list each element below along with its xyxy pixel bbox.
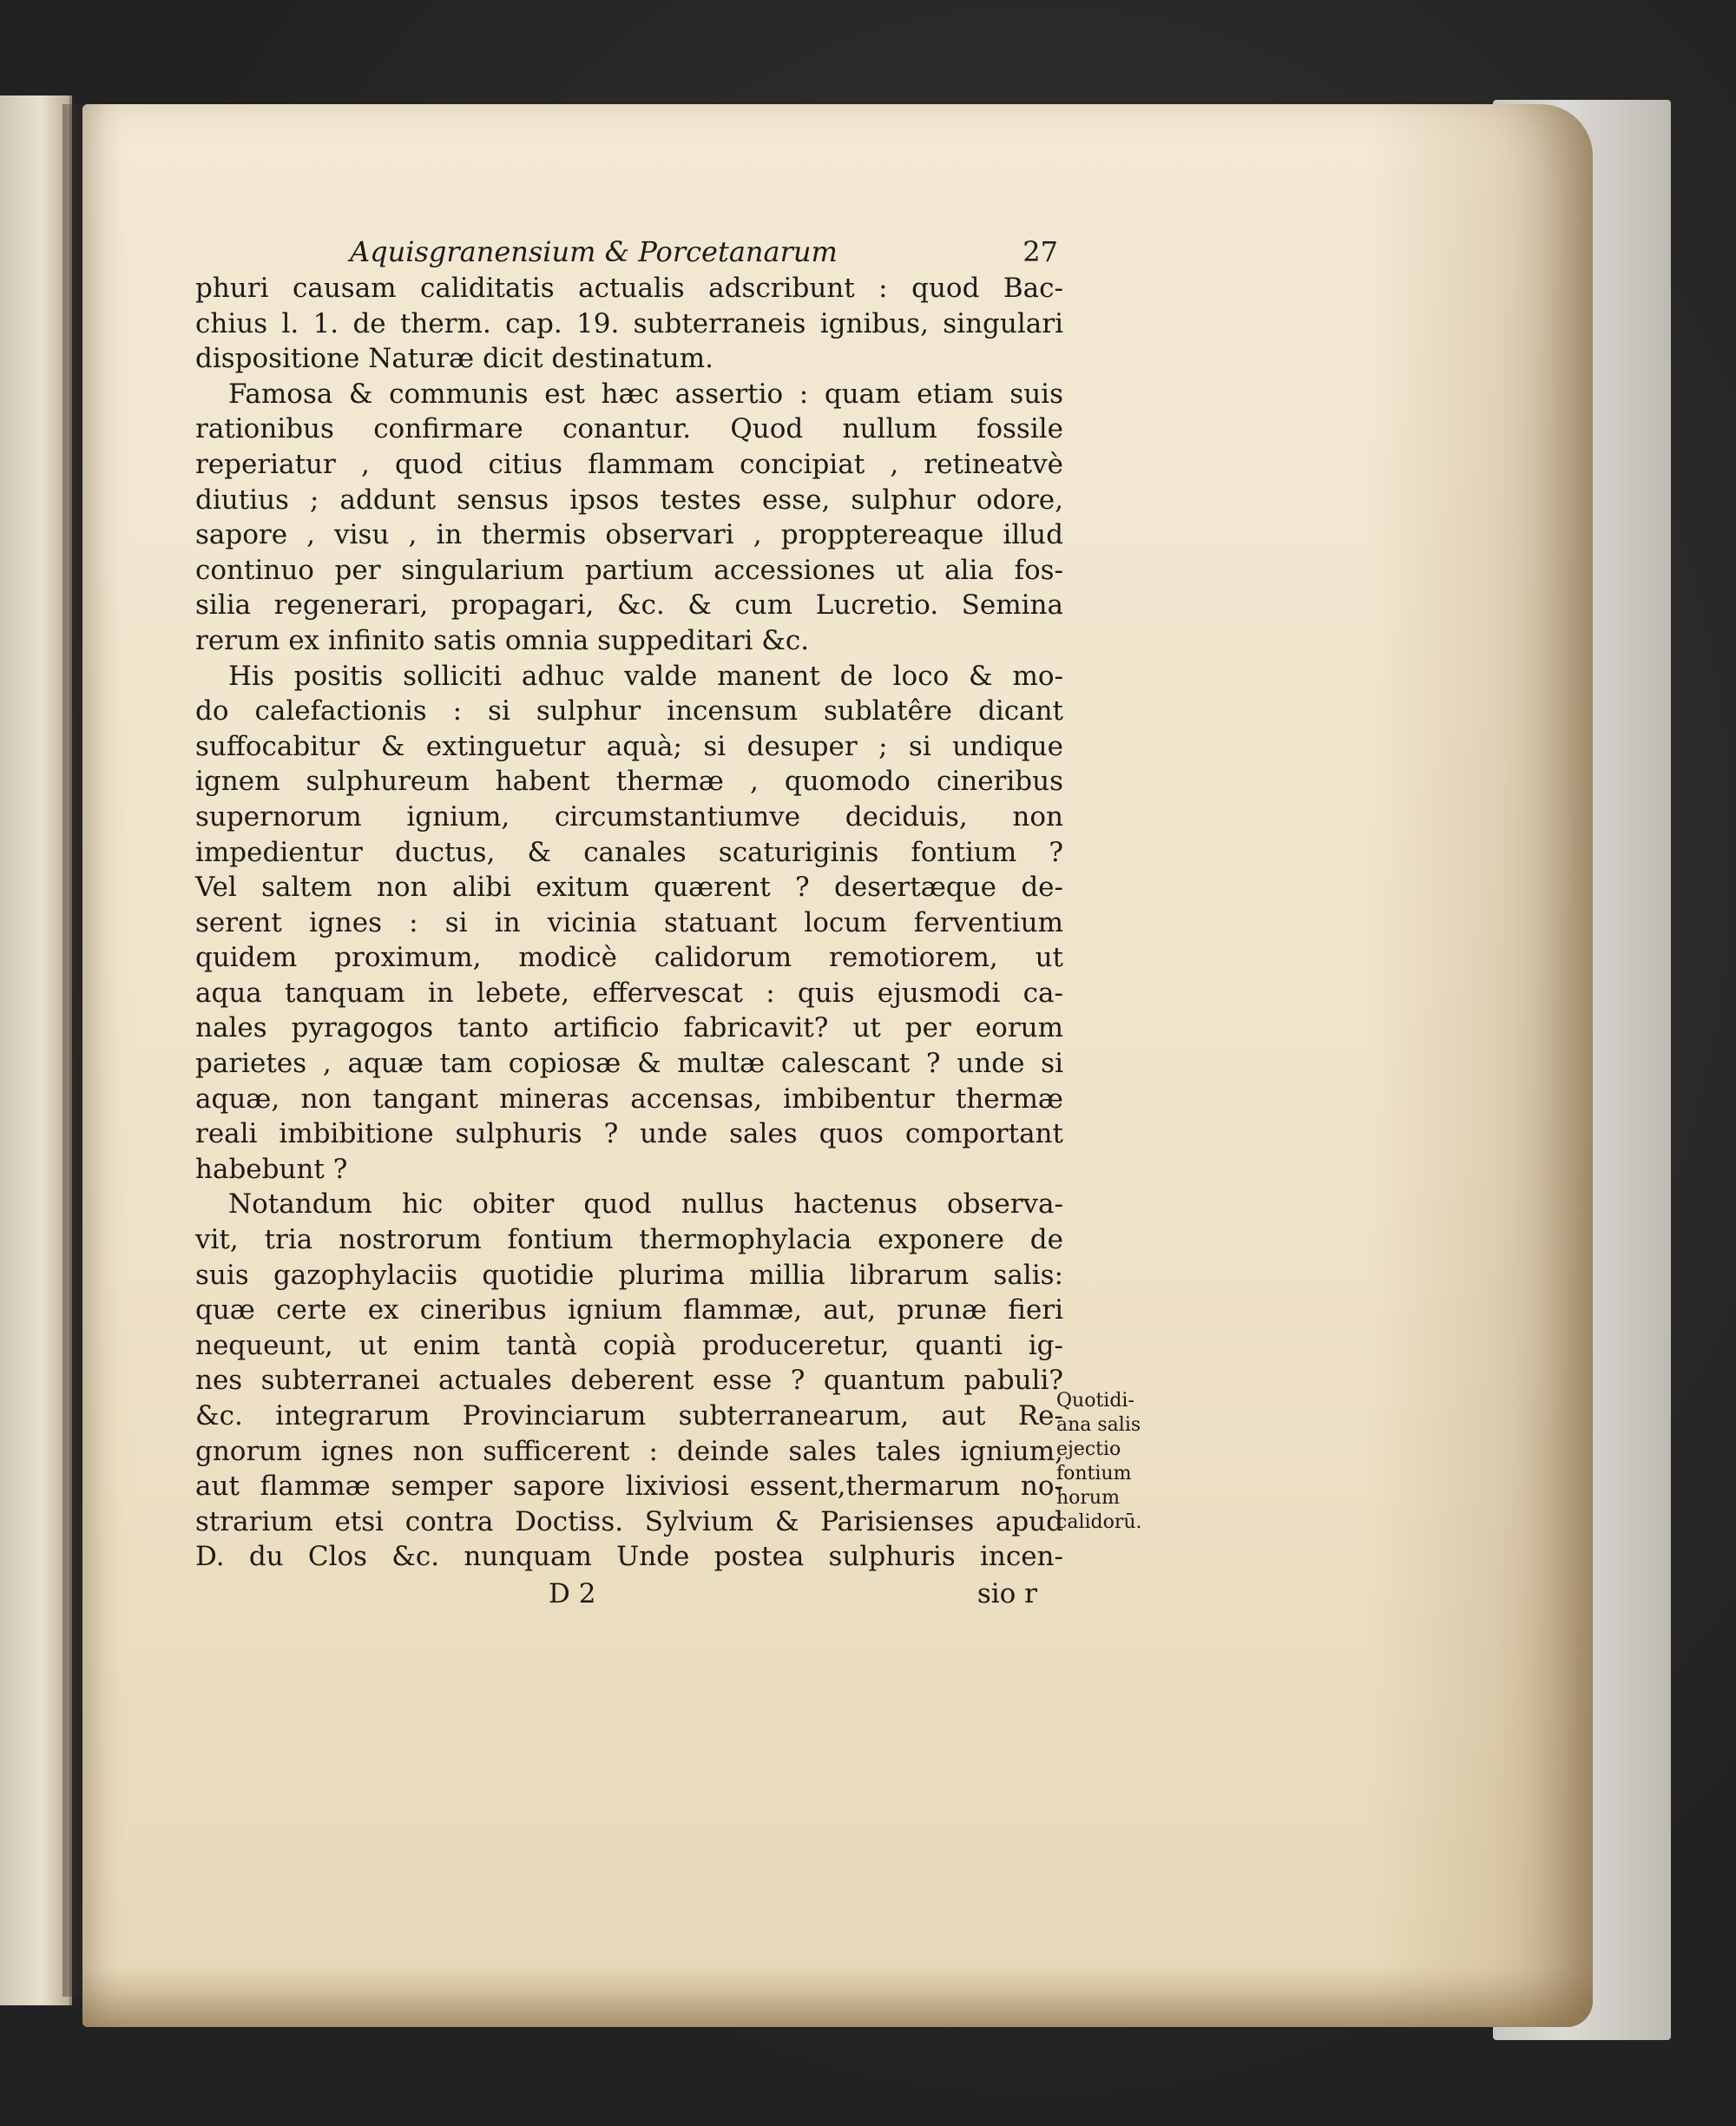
text-line: quidem proximum, modicè calidorum remotiorem, ut	[195, 942, 1063, 974]
text-block	[195, 234, 1063, 1615]
text-line: gnorum ignes non sufficerent : deinde sales tales ignium,	[195, 1435, 1063, 1467]
text-line: do calefactionis : si sulphur incensum sublatêre dicant	[195, 695, 1063, 727]
marginal-note-line: calidorū.	[1056, 1511, 1142, 1533]
text-line: diutius ; addunt sensus ipsos testes esse, sulphur odore,	[195, 484, 1063, 516]
text-line: rationibus confirmare conantur. Quod nullum fossile	[195, 413, 1063, 445]
text-line: phuri causam caliditatis actualis adscribunt : quod Bac-	[195, 273, 1063, 304]
page-bottom-wear	[82, 1966, 1593, 2027]
body-text	[195, 271, 1063, 1575]
text-line: strarium etsi contra Doctiss. Sylvium & Parisienses apud	[195, 1505, 1063, 1537]
text-line: &c. integrarum Provinciarum subterranearum, aut Re-	[195, 1400, 1063, 1432]
text-line: suffocabitur & extinguetur aquà; si desuper ; si undique	[195, 730, 1063, 762]
text-line: parietes , aquæ tam copiosæ & multæ calescant ? unde si	[195, 1048, 1063, 1080]
text-line: nequeunt, ut enim tantà copià produceretur, quanti ig-	[195, 1329, 1063, 1361]
marginal-note-line: fontium	[1056, 1463, 1132, 1484]
signature-mark: D 2	[549, 1577, 596, 1609]
text-line: supernorum ignium, circumstantiumve deciduis, non	[195, 800, 1063, 833]
text-line: aqua tanquam in lebete, effervescat : quis ejusmodi ca-	[195, 977, 1063, 1009]
text-line: Vel saltem non alibi exitum quærent ? desertæque de-	[195, 872, 1063, 904]
text-line: sapore , visu , in thermis observari , propptereaque illud	[195, 519, 1063, 551]
text-line: His positis solliciti adhuc valde manent de loco & mo-	[228, 660, 1063, 692]
marginal-note-line: horum	[1056, 1487, 1120, 1509]
page-footer	[195, 1576, 1063, 1615]
text-line: continuo per singularium partium accessiones ut alia fos-	[195, 554, 1063, 586]
facing-page-edge	[0, 95, 72, 2005]
catchword: sio r	[976, 1577, 1037, 1609]
marginal-note	[1056, 1389, 1178, 1535]
page-edge-shading	[1367, 104, 1593, 2027]
text-line: Famosa & communis est hæc assertio : quam etiam suis	[228, 378, 1063, 410]
text-line: nes subterranei actuales deberent esse ? quantum pabuli?	[195, 1365, 1063, 1397]
text-line: habebunt ?	[195, 1153, 348, 1185]
text-line: dispositione Naturæ dicit destinatum.	[195, 343, 713, 375]
text-line: silia regenerari, propagari, &c. & cum Lucretio. Semina	[195, 589, 1063, 622]
text-line: D. du Clos &c. nunquam Unde postea sulphuris incen-	[195, 1541, 1063, 1573]
marginal-note-line: ejectio	[1056, 1438, 1121, 1460]
running-head: Aquisgranensium & Porcetanarum	[350, 235, 838, 268]
text-line: nales pyragogos tanto artificio fabricavit? ut per eorum	[195, 1012, 1063, 1044]
text-line: rerum ex infinito satis omnia suppeditari &c.	[195, 624, 810, 656]
marginal-note-line: ana salis	[1056, 1414, 1141, 1436]
book-page	[82, 104, 1593, 2027]
text-line: serent ignes : si in vicinia statuant locum ferventium	[195, 906, 1063, 938]
text-line: Notandum hic obiter quod nullus hactenus observa-	[228, 1188, 1063, 1221]
text-line: reali imbibitione sulphuris ? unde sales quos comportant	[195, 1118, 1063, 1150]
page-header	[195, 234, 1063, 271]
marginal-note-line: Quotidi-	[1056, 1390, 1134, 1412]
text-line: suis gazophylaciis quotidie plurima millia librarum salis:	[195, 1259, 1063, 1291]
text-line: aquæ, non tangant mineras accensas, imbibentur thermæ	[195, 1083, 1063, 1115]
text-line: reperiatur , quod citius flammam concipiat , retineatvè	[195, 448, 1063, 480]
page-number: 27	[1023, 235, 1058, 268]
text-line: aut flammæ semper sapore lixiviosi essent,thermarum no-	[195, 1471, 1063, 1503]
text-line: quæ certe ex cineribus ignium flammæ, aut, prunæ fieri	[195, 1294, 1063, 1326]
text-line: vit, tria nostrorum fontium thermophylacia exponere de	[195, 1224, 1063, 1256]
text-line: chius l. 1. de therm. cap. 19. subterraneis ignibus, singulari	[195, 307, 1063, 339]
text-line: impedientur ductus, & canales scaturiginis fontium ?	[195, 836, 1063, 868]
text-line: ignem sulphureum habent thermæ , quomodo cineribus	[195, 766, 1063, 798]
